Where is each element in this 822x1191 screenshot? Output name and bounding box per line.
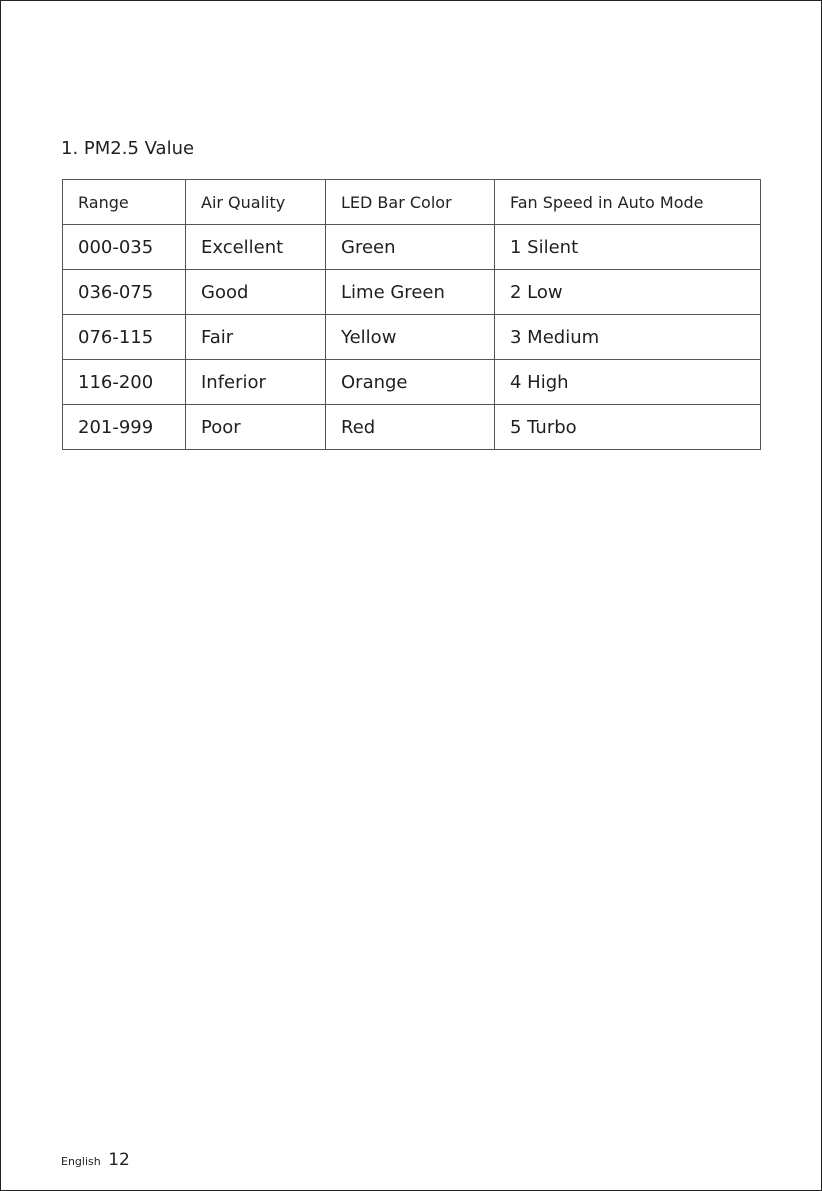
cell-air-quality: Fair	[186, 315, 326, 360]
cell-led-color: Red	[326, 405, 495, 450]
table-header-row	[63, 180, 761, 225]
cell-range: 036-075	[63, 270, 186, 315]
cell-led-color: Orange	[326, 360, 495, 405]
header-air-quality: Air Quality	[186, 180, 326, 225]
cell-led-color: Green	[326, 225, 495, 270]
table-row	[63, 225, 761, 270]
cell-range: 076-115	[63, 315, 186, 360]
cell-air-quality: Inferior	[186, 360, 326, 405]
page-footer	[61, 1150, 130, 1170]
table-row	[63, 360, 761, 405]
cell-fan-speed: 4 High	[495, 360, 761, 405]
cell-fan-speed: 1 Silent	[495, 225, 761, 270]
cell-range: 201-999	[63, 405, 186, 450]
header-led-bar-color: LED Bar Color	[326, 180, 495, 225]
header-range: Range	[63, 180, 186, 225]
pm25-table	[62, 179, 761, 450]
table-row	[63, 315, 761, 360]
cell-led-color: Yellow	[326, 315, 495, 360]
footer-language: English	[61, 1155, 101, 1168]
cell-range: 116-200	[63, 360, 186, 405]
header-fan-speed: Fan Speed in Auto Mode	[495, 180, 761, 225]
cell-air-quality: Poor	[186, 405, 326, 450]
cell-air-quality: Excellent	[186, 225, 326, 270]
section-title: 1. PM2.5 Value	[61, 138, 195, 159]
cell-led-color: Lime Green	[326, 270, 495, 315]
cell-fan-speed: 2 Low	[495, 270, 761, 315]
page-number: 12	[108, 1150, 130, 1170]
table-row	[63, 270, 761, 315]
cell-air-quality: Good	[186, 270, 326, 315]
cell-fan-speed: 3 Medium	[495, 315, 761, 360]
cell-range: 000-035	[63, 225, 186, 270]
table-row	[63, 405, 761, 450]
cell-fan-speed: 5 Turbo	[495, 405, 761, 450]
